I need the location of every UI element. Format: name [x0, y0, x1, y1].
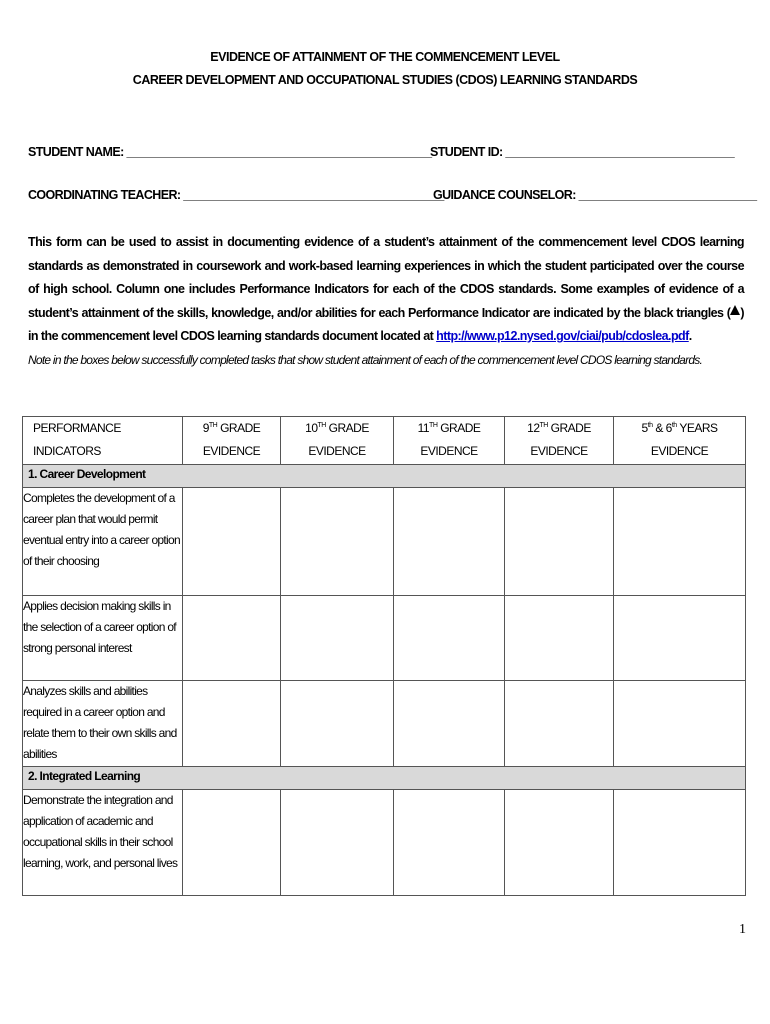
performance-indicator: Completes the development of a career plan that would permit eventual entry into a career option of their choosing: [23, 488, 183, 596]
evidence-cell-9th[interactable]: [183, 681, 281, 767]
intro-text-cont: ) in the commencement level CDOS learning standards document located at: [28, 305, 744, 343]
header-10th-grade: 10TH GRADE EVIDENCE: [281, 417, 394, 465]
evidence-cell-9th[interactable]: [183, 596, 281, 681]
intro-text: This form can be used to assist in documenting evidence of a student’s attainment of the commencement level CDOS learning standards as demonstrated in coursework and work-based learning experiences in which the student participated over the course of high school. Column one includes Performance Indicators for each of the CDOS standards. Some examples of evidence of a student’s attainment of the skills, knowledge, and/or abilities for each Performance Indicator are indicated by the black triangles (: [28, 235, 744, 320]
evidence-cell-12th[interactable]: [505, 488, 614, 596]
evidence-cell-5th-6th[interactable]: [614, 596, 746, 681]
cdos-document-link[interactable]: http://www.p12.nysed.gov/ciai/pub/cdoslea.pdf: [436, 329, 689, 343]
intro-paragraph: This form can be used to assist in documenting evidence of a student’s attainment of the commencement level CDOS learning standards as demonstrated in coursework and work-based learning experiences in which the student participated over the course of high school. Column one includes Performance Indicators for each of the CDOS standards. Some examples of evidence of a student’s attainment of the skills, knowledge, and/or abilities for each Performance Indicator are indicated by the black triangles ( ) in the commencement level CDOS learning standards document located at http://www.p12.nysed.gov/ciai/pub/cdoslea.pdf.: [28, 235, 744, 343]
evidence-table: [22, 416, 746, 896]
black-triangle-icon: [730, 305, 740, 315]
evidence-cell-10th[interactable]: [281, 790, 394, 896]
coordinating-teacher-field[interactable]: COORDINATING TEACHER: _________________________________________: [28, 188, 444, 202]
student-name-field[interactable]: STUDENT NAME: ________________________________________________: [28, 145, 432, 159]
header-5th-6th-years: 5th & 6th YEARS EVIDENCE: [614, 417, 746, 465]
header-11th-grade: 11TH GRADE EVIDENCE: [394, 417, 505, 465]
header-performance-indicators: PERFORMANCE INDICATORS: [23, 417, 183, 465]
table-header-row: [23, 417, 746, 465]
evidence-cell-5th-6th[interactable]: [614, 681, 746, 767]
evidence-cell-10th[interactable]: [281, 681, 394, 767]
section-row-career-development: [23, 465, 746, 488]
section-title: 1. Career Development: [23, 465, 746, 488]
performance-indicator: Analyzes skills and abilities required in a career option and relate them to their own skills and abilities: [23, 681, 183, 767]
header-12th-grade: 12TH GRADE EVIDENCE: [505, 417, 614, 465]
section-title: 2. Integrated Learning: [23, 767, 746, 790]
page-number: 1: [739, 922, 746, 937]
table-row: [23, 681, 746, 767]
evidence-cell-5th-6th[interactable]: [614, 488, 746, 596]
table-row: [23, 488, 746, 596]
evidence-cell-10th[interactable]: [281, 488, 394, 596]
evidence-cell-11th[interactable]: [394, 596, 505, 681]
evidence-cell-11th[interactable]: [394, 488, 505, 596]
header-9th-grade: 9TH GRADE EVIDENCE: [183, 417, 281, 465]
section-row-integrated-learning: [23, 767, 746, 790]
evidence-cell-12th[interactable]: [505, 681, 614, 767]
evidence-cell-11th[interactable]: [394, 681, 505, 767]
document-title-line1: EVIDENCE OF ATTAINMENT OF THE COMMENCEMENT LEVEL: [210, 50, 560, 64]
performance-indicator: Applies decision making skills in the selection of a career option of strong personal interest: [23, 596, 183, 681]
table-row: [23, 790, 746, 896]
student-id-field[interactable]: STUDENT ID: ____________________________________: [430, 145, 735, 159]
guidance-counselor-field[interactable]: GUIDANCE COUNSELOR: ____________________________: [433, 188, 757, 202]
instruction-note: Note in the boxes below successfully completed tasks that show student attainment of each of the commencement level CDOS learning standards.: [28, 353, 703, 367]
evidence-cell-10th[interactable]: [281, 596, 394, 681]
table-row: [23, 596, 746, 681]
evidence-cell-5th-6th[interactable]: [614, 790, 746, 896]
document-title-line2: CAREER DEVELOPMENT AND OCCUPATIONAL STUDIES (CDOS) LEARNING STANDARDS: [132, 73, 638, 87]
performance-indicator: Demonstrate the integration and application of academic and occupational skills in their school learning, work, and personal lives: [23, 790, 183, 896]
evidence-cell-11th[interactable]: [394, 790, 505, 896]
evidence-cell-12th[interactable]: [505, 790, 614, 896]
evidence-cell-12th[interactable]: [505, 596, 614, 681]
evidence-cell-9th[interactable]: [183, 790, 281, 896]
evidence-cell-9th[interactable]: [183, 488, 281, 596]
